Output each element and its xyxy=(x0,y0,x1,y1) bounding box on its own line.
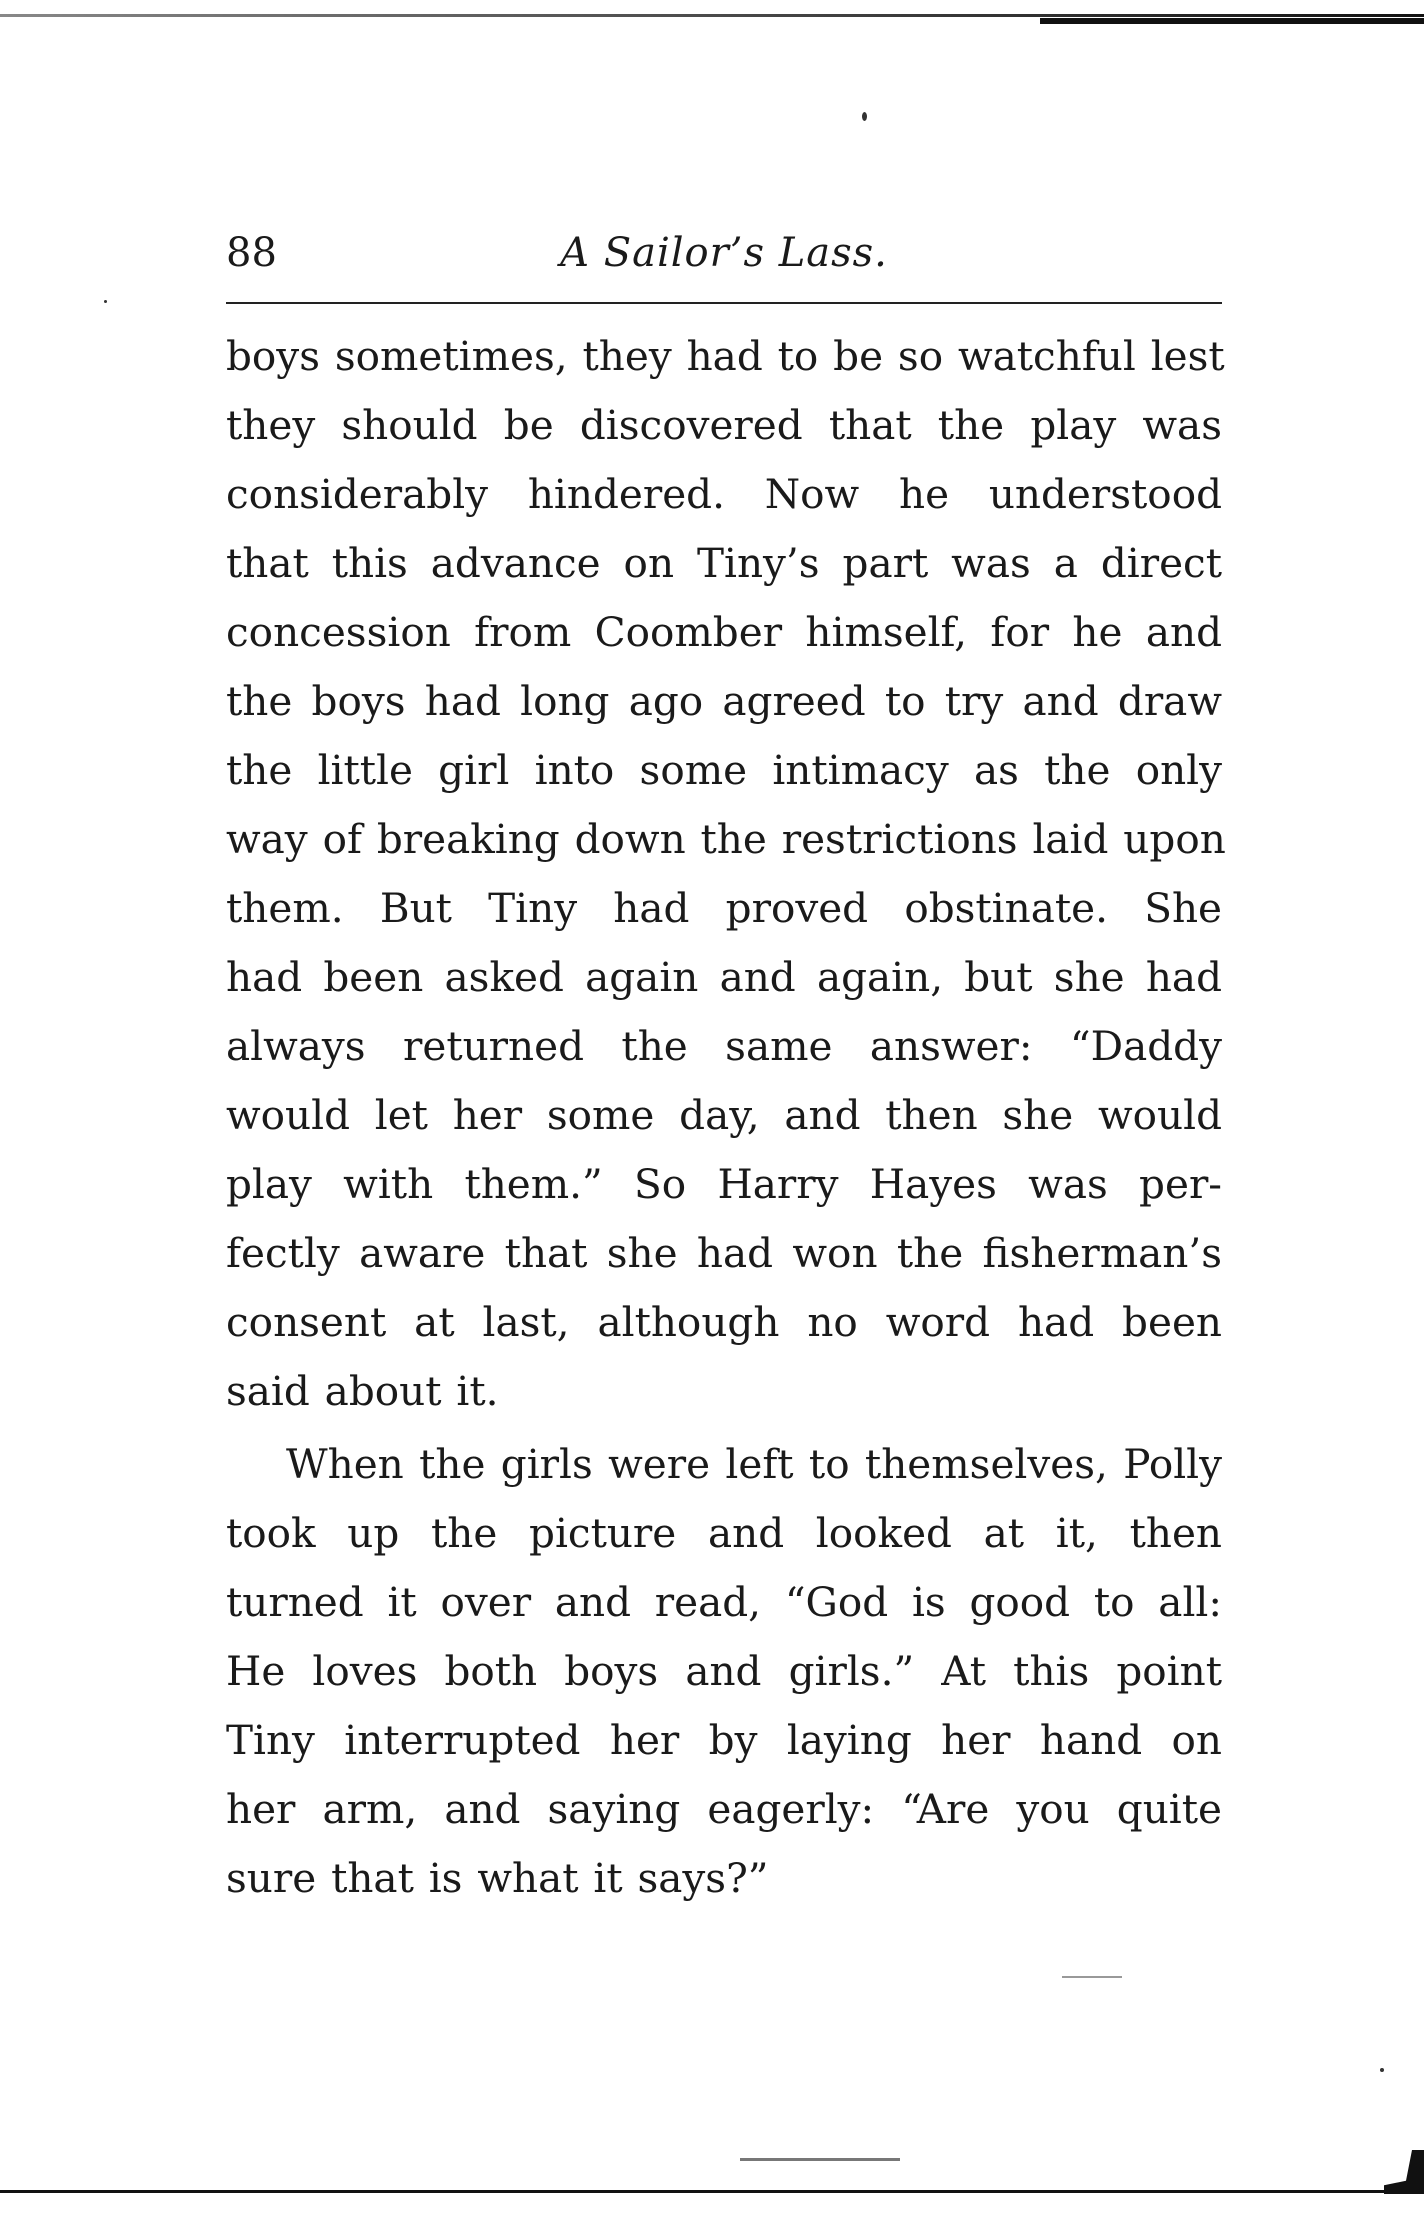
scan-border-top-shadow xyxy=(1040,18,1424,24)
paragraph xyxy=(226,322,1226,1426)
text-line: said about it. xyxy=(226,1367,499,1415)
text-line: the boys had long ago agreed to try and draw xyxy=(226,677,1222,725)
running-title: A Sailor’s Lass. xyxy=(560,230,888,276)
text-line: He loves both boys and girls.” At this point xyxy=(226,1647,1222,1695)
scan-smudge xyxy=(740,2158,900,2161)
book-page xyxy=(226,220,1226,1913)
header-rule xyxy=(226,302,1222,304)
text-line: they should be discovered that the play was xyxy=(226,401,1222,449)
text-line: When the girls were left to themselves, Polly xyxy=(286,1440,1222,1488)
page-number: 88 xyxy=(226,230,277,276)
text-line: play with them.” So Harry Hayes was per- xyxy=(226,1160,1222,1208)
text-line: concession from Coomber himself, for he and xyxy=(226,608,1222,656)
text-line: sure that is what it says?” xyxy=(226,1854,769,1902)
text-line: her arm, and saying eagerly: “Are you quite xyxy=(226,1785,1222,1833)
text-line: considerably hindered. Now he understood xyxy=(226,470,1222,518)
text-line: fectly aware that she had won the fisherman’s xyxy=(226,1229,1222,1277)
text-line: the little girl into some intimacy as the only xyxy=(226,746,1222,794)
text-line: way of breaking down the restrictions laid upon xyxy=(226,815,1226,863)
text-line: that this advance on Tiny’s part was a direct xyxy=(226,539,1222,587)
running-head xyxy=(226,220,1222,290)
text-line: boys sometimes, they had to be so watchful lest xyxy=(226,332,1225,380)
text-line: them. But Tiny had proved obstinate. She xyxy=(226,884,1222,932)
text-line: turned it over and read, “God is good to all: xyxy=(226,1578,1222,1626)
scan-border-bottom xyxy=(0,2190,1424,2193)
scan-speck xyxy=(862,112,867,121)
scan-speck xyxy=(1380,2068,1384,2072)
body-text xyxy=(226,322,1226,1913)
paragraph xyxy=(226,1430,1222,1913)
text-line: had been asked again and again, but she had xyxy=(226,953,1222,1001)
scan-border-corner xyxy=(1384,2150,1424,2194)
scan-smudge xyxy=(1062,1976,1122,1978)
scan-speck xyxy=(104,300,107,303)
text-line: Tiny interrupted her by laying her hand on xyxy=(226,1716,1222,1764)
text-line: consent at last, although no word had been xyxy=(226,1298,1222,1346)
text-line: would let her some day, and then she would xyxy=(226,1091,1222,1139)
text-line: took up the picture and looked at it, then xyxy=(226,1509,1222,1557)
text-line: always returned the same answer: “Daddy xyxy=(226,1022,1222,1070)
scan-border-top xyxy=(0,14,1424,17)
